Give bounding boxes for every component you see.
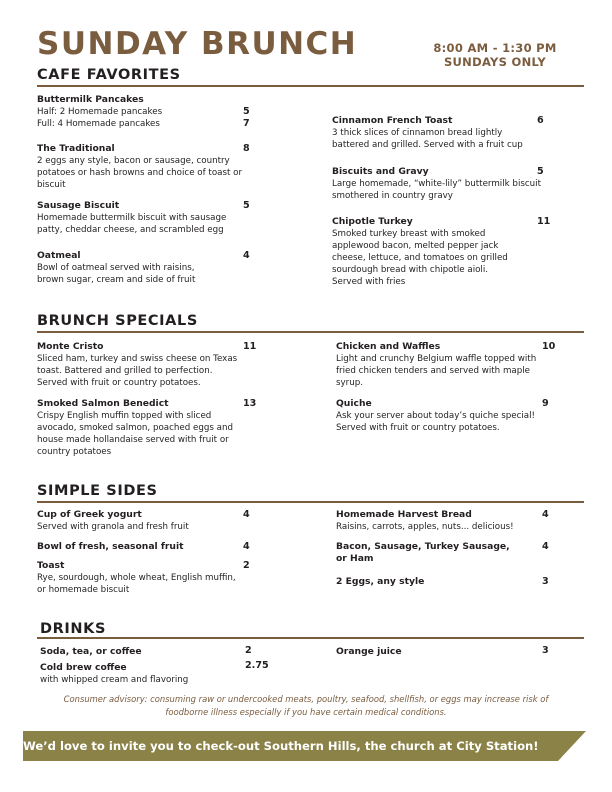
section-divider bbox=[37, 331, 584, 333]
item-description: country potatoes bbox=[37, 447, 112, 457]
item-description: Ask your server about today’s quiche special! bbox=[336, 411, 536, 421]
menu-item-biscuits-and-gravy bbox=[332, 166, 541, 202]
section-title-drinks: DRINKS bbox=[40, 621, 107, 637]
item-price: 5 bbox=[537, 166, 544, 177]
item-description: Bowl of oatmeal served with raisins, bbox=[37, 263, 195, 273]
item-description: Large homemade, “white-lily” buttermilk biscuit bbox=[332, 179, 541, 189]
item-description: cheese, lettuce, and tomatoes on grilled bbox=[332, 253, 508, 263]
item-name: Bacon, Sausage, Turkey Sausage, bbox=[336, 541, 510, 552]
menu-item-soda-tea-coffee bbox=[40, 646, 142, 658]
item-description: avocado, smoked salmon, poached eggs and bbox=[37, 423, 234, 433]
item-description: brown sugar, cream and side of fruit bbox=[37, 275, 196, 285]
item-description: Full: 4 Homemade pancakes bbox=[37, 119, 160, 129]
item-name: Orange juice bbox=[336, 646, 402, 657]
item-description: syrup. bbox=[336, 378, 364, 388]
item-name: or Ham bbox=[336, 553, 374, 564]
item-description: biscuit bbox=[37, 180, 66, 190]
item-name: Smoked Salmon Benedict bbox=[37, 398, 169, 409]
section-title-brunch-specials: BRUNCH SPECIALS bbox=[37, 313, 198, 329]
menu-item-greek-yogurt bbox=[37, 509, 189, 533]
item-name: Homemade Harvest Bread bbox=[336, 509, 472, 520]
item-description: toast. Battered and grilled to perfection. bbox=[37, 366, 213, 376]
item-description: or homemade biscuit bbox=[37, 585, 130, 595]
menu-item-cold-brew bbox=[40, 662, 188, 686]
item-name: Cinnamon French Toast bbox=[332, 115, 453, 126]
item-price: 7 bbox=[243, 118, 250, 129]
item-name: The Traditional bbox=[37, 143, 115, 154]
item-price: 13 bbox=[243, 398, 257, 409]
item-price: 4 bbox=[243, 509, 250, 520]
page-title: SUNDAY BRUNCH bbox=[37, 26, 358, 62]
item-description: Smoked turkey breast with smoked bbox=[332, 229, 486, 239]
item-price: 10 bbox=[542, 341, 556, 352]
item-description: potatoes or hash browns and choice of toast or bbox=[37, 168, 243, 178]
item-description: Homemade buttermilk biscuit with sausage bbox=[37, 213, 227, 223]
service-hours bbox=[420, 41, 570, 69]
section-divider bbox=[37, 637, 584, 639]
item-description: Light and crunchy Belgium waffle topped with bbox=[336, 354, 537, 364]
church-invite-banner bbox=[23, 731, 586, 761]
item-name: Monte Cristo bbox=[37, 341, 104, 352]
menu-item-buttermilk-pancakes bbox=[37, 94, 162, 130]
menu-item-the-traditional bbox=[37, 143, 242, 191]
item-price: 3 bbox=[542, 645, 549, 656]
item-description: Sliced ham, turkey and swiss cheese on Texas bbox=[37, 354, 238, 364]
menu-item-smoked-salmon-benedict bbox=[37, 398, 233, 458]
item-price: 8 bbox=[243, 143, 250, 154]
item-price: 4 bbox=[243, 541, 250, 552]
item-name: Toast bbox=[37, 560, 65, 571]
menu-item-orange-juice bbox=[336, 646, 402, 658]
item-description: patty, cheddar cheese, and scrambled egg bbox=[37, 225, 224, 235]
menu-item-harvest-bread bbox=[336, 509, 514, 533]
consumer-advisory bbox=[60, 693, 552, 719]
item-description: with whipped cream and flavoring bbox=[40, 675, 189, 685]
hours-time: 8:00 AM - 1:30 PM bbox=[433, 41, 557, 55]
advisory-line: Consumer advisory: consuming raw or undercooked meats, poultry, seafood, shellfish, or eggs may increase risk of bbox=[63, 694, 549, 704]
item-price: 5 bbox=[243, 200, 250, 211]
section-title-simple-sides: SIMPLE SIDES bbox=[37, 483, 158, 499]
item-description: sourdough bread with chipotle aioli. bbox=[332, 265, 489, 275]
menu-item-two-eggs bbox=[336, 576, 424, 588]
hours-days: SUNDAYS ONLY bbox=[443, 55, 547, 69]
item-name: Chipotle Turkey bbox=[332, 216, 413, 227]
item-description: Served with granola and fresh fruit bbox=[37, 522, 189, 532]
item-description: Half: 2 Homemade pancakes bbox=[37, 107, 163, 117]
item-description: smothered in country gravy bbox=[332, 191, 453, 201]
item-name: 2 Eggs, any style bbox=[336, 576, 425, 587]
item-price: 2 bbox=[243, 560, 250, 571]
item-price: 3 bbox=[542, 576, 549, 587]
section-divider bbox=[37, 85, 584, 87]
item-description: 3 thick slices of cinnamon bread lightly bbox=[332, 128, 503, 138]
menu-item-sausage-biscuit bbox=[37, 200, 226, 236]
item-name: Biscuits and Gravy bbox=[332, 166, 429, 177]
item-description: Crispy English muffin topped with sliced bbox=[37, 411, 212, 421]
item-name: Chicken and Waffles bbox=[336, 341, 441, 352]
item-description: battered and grilled. Served with a fruit cup bbox=[332, 140, 523, 150]
item-price: 9 bbox=[542, 398, 549, 409]
item-price: 6 bbox=[537, 115, 544, 126]
item-name: Bowl of fresh, seasonal fruit bbox=[37, 541, 184, 552]
menu-item-bacon-sausage bbox=[336, 541, 510, 565]
item-price: 4 bbox=[542, 541, 549, 552]
menu-item-cinnamon-french-toast bbox=[332, 115, 523, 151]
banner-text: We’d love to invite you to check-out Southern Hills, the church at City Station! bbox=[23, 739, 539, 753]
item-description: Served with fruit or country potatoes. bbox=[37, 378, 201, 388]
item-description: Served with fruit or country potatoes. bbox=[336, 423, 500, 433]
item-price: 2 bbox=[245, 645, 252, 656]
item-description: Rye, sourdough, whole wheat, English muffin, bbox=[37, 573, 236, 583]
item-description: 2 eggs any style, bacon or sausage, country bbox=[37, 156, 230, 166]
item-name: Soda, tea, or coffee bbox=[40, 646, 142, 657]
item-price: 11 bbox=[243, 341, 257, 352]
menu-item-chicken-and-waffles bbox=[336, 341, 536, 389]
menu-item-chipotle-turkey bbox=[332, 216, 508, 288]
section-title-cafe-favorites: CAFE FAVORITES bbox=[37, 67, 181, 83]
item-description: fried chicken tenders and served with maple bbox=[336, 366, 531, 376]
item-description: house made hollandaise served with fruit or bbox=[37, 435, 229, 445]
item-description: applewood bacon, melted pepper jack bbox=[332, 241, 499, 251]
item-price: 5 bbox=[243, 106, 250, 117]
item-price: 2.75 bbox=[245, 660, 269, 671]
item-description: Raisins, carrots, apples, nuts... delicious! bbox=[336, 522, 514, 532]
menu-item-monte-cristo bbox=[37, 341, 237, 389]
menu-item-quiche bbox=[336, 398, 535, 434]
menu-item-seasonal-fruit bbox=[37, 541, 184, 553]
section-divider bbox=[37, 501, 584, 503]
menu-item-oatmeal bbox=[37, 250, 195, 286]
item-name: Cold brew coffee bbox=[40, 662, 127, 673]
advisory-line: foodborne illness especially if you have certain medical conditions. bbox=[165, 707, 447, 717]
item-price: 4 bbox=[243, 250, 250, 261]
item-price: 4 bbox=[542, 509, 549, 520]
item-name: Quiche bbox=[336, 398, 372, 409]
menu-item-toast bbox=[37, 560, 236, 596]
item-name: Cup of Greek yogurt bbox=[37, 509, 142, 520]
item-price: 11 bbox=[537, 216, 551, 227]
item-name: Oatmeal bbox=[37, 250, 81, 261]
item-description: Served with fries bbox=[332, 277, 406, 287]
item-name: Sausage Biscuit bbox=[37, 200, 120, 211]
item-name: Buttermilk Pancakes bbox=[37, 94, 144, 105]
